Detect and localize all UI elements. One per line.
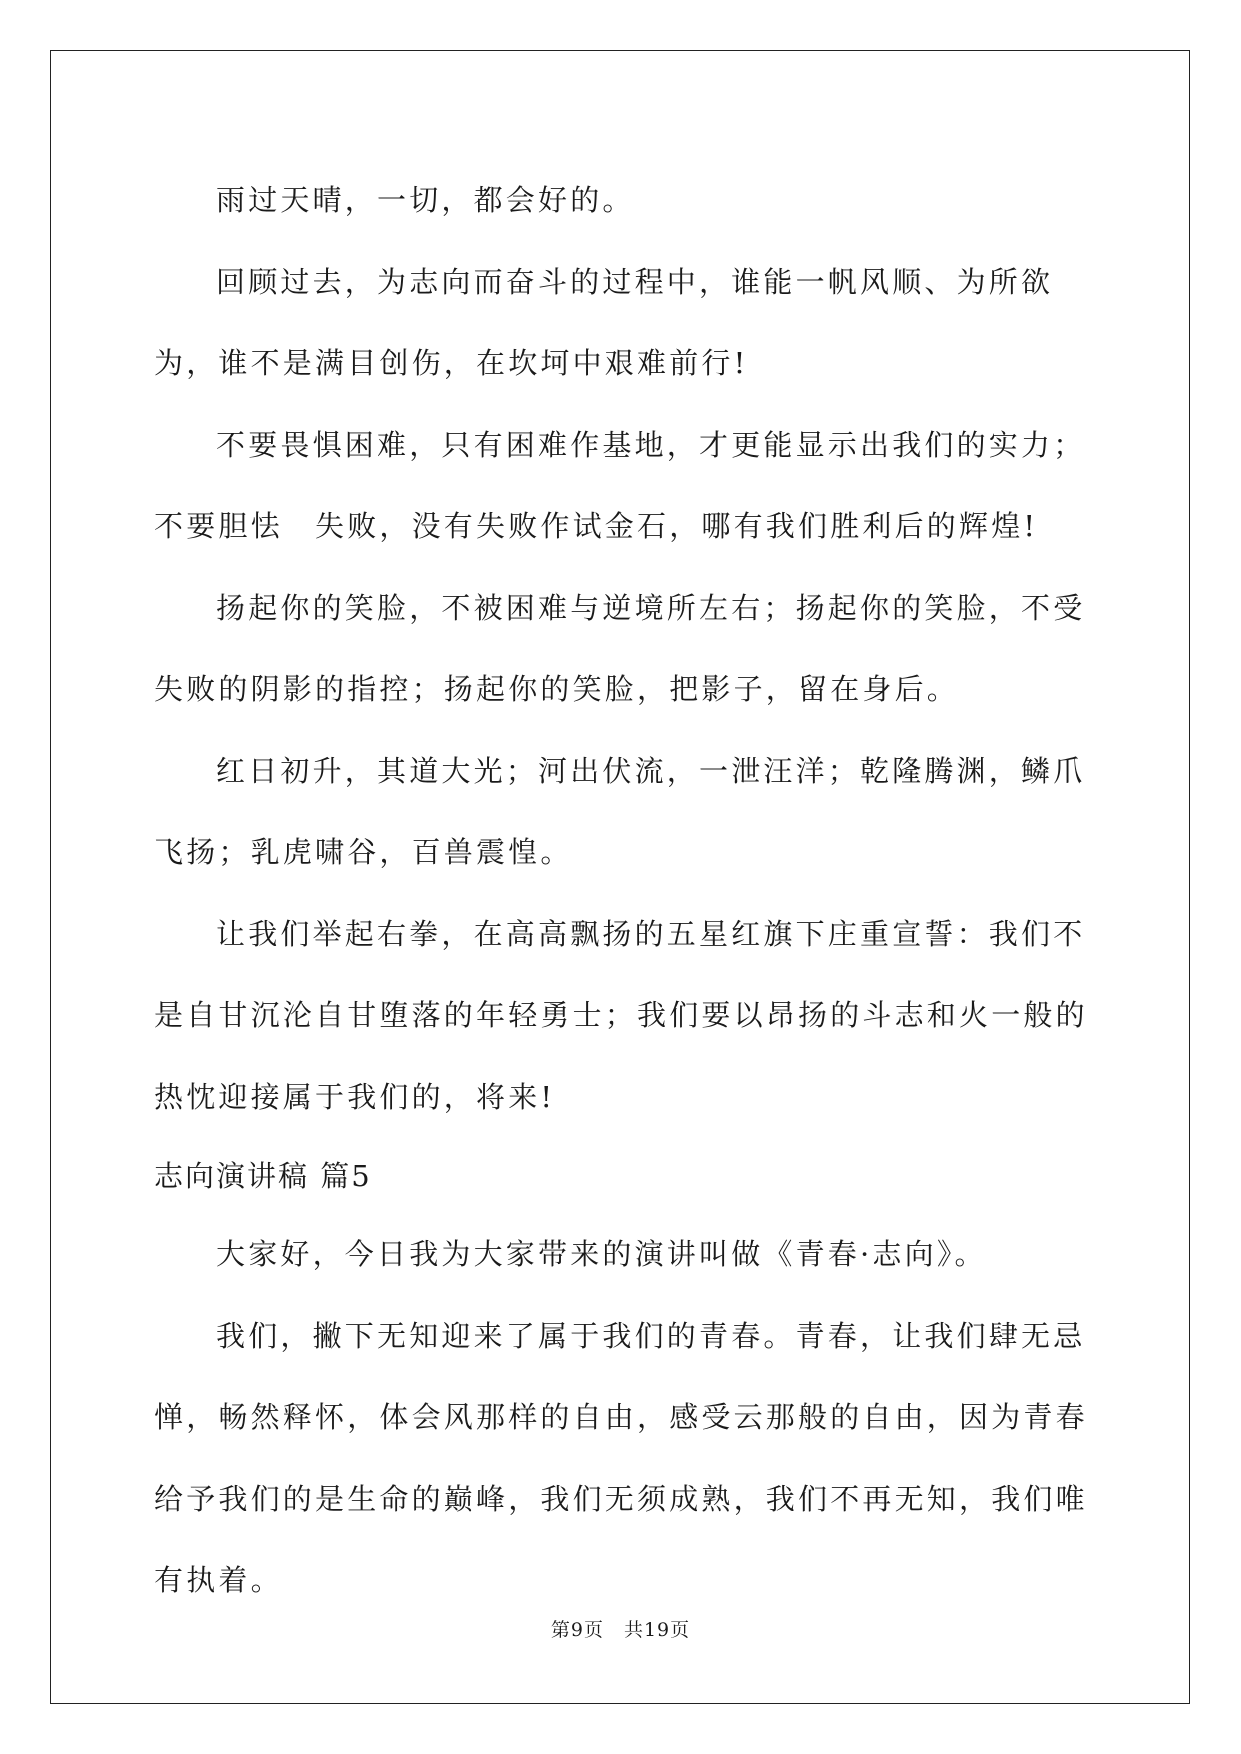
paragraph: 雨过天晴，一切，都会好的。 — [216, 183, 635, 217]
paragraph: 让我们举起右拳，在高高飘扬的五星红旗下庄重宣誓：我们不是自甘沉沦自甘堕落的年轻勇士；我们要以昂扬的斗志和火一般的热忱迎接属于我们的，将来! — [154, 916, 1088, 1114]
paragraph: 我们，撇下无知迎来了属于我们的青春。青春，让我们肆无忌惮，畅然释怀，体会风那样的自由，感受云那般的自由，因为青春给予我们的是生命的巅峰，我们无须成熟，我们不再无知，我们唯有执着。 — [154, 1318, 1088, 1597]
paragraph: 扬起你的笑脸，不被困难与逆境所左右；扬起你的笑脸，不受失败的阴影的指控；扬起你的笑脸，把影子，留在身后。 — [154, 590, 1086, 706]
paragraph: 大家好，今日我为大家带来的演讲叫做《青春·志向》。 — [216, 1237, 987, 1271]
section-heading: 志向演讲稿 篇5 — [154, 1159, 372, 1193]
page-number-footer: 第9页 共19页 — [550, 1619, 691, 1641]
paragraph: 红日初升，其道大光；河出伏流，一泄汪洋；乾隆腾渊，鳞爪飞扬；乳虎啸谷，百兽震惶。 — [154, 753, 1086, 869]
paragraph: 回顾过去，为志向而奋斗的过程中，谁能一帆风顺、为所欲为，谁不是满目创伤，在坎坷中艰难前行! — [154, 264, 1054, 380]
document-body — [154, 160, 1094, 1622]
paragraph: 不要畏惧困难，只有困难作基地，才更能显示出我们的实力；不要胆怯 失败，没有失败作试金石，哪有我们胜利后的辉煌! — [154, 427, 1086, 543]
